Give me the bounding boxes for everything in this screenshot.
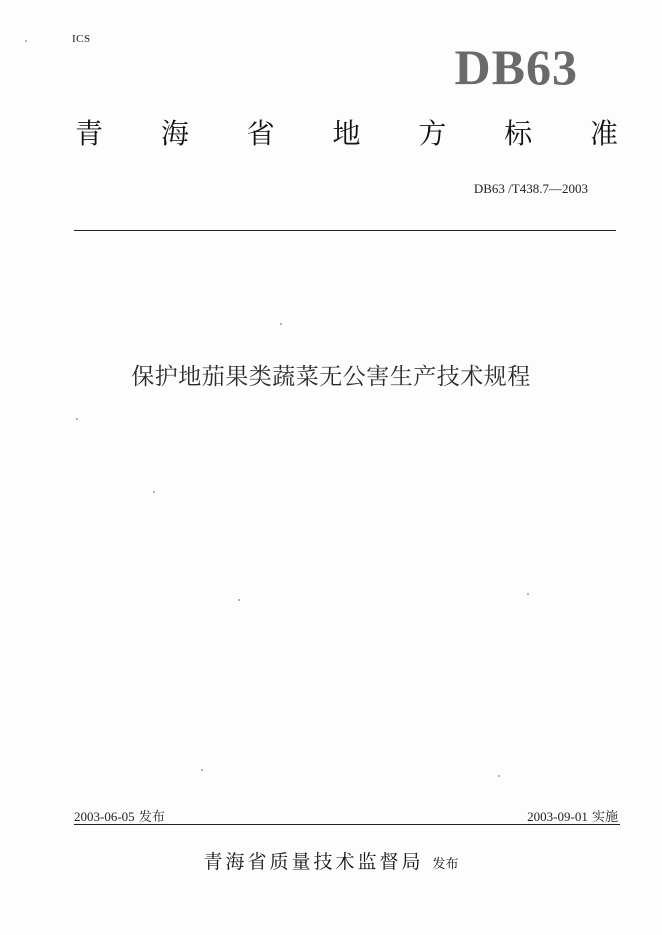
scan-speck bbox=[201, 769, 203, 771]
issuer-line bbox=[0, 847, 662, 874]
issue-date-line bbox=[74, 806, 165, 825]
bottom-divider bbox=[74, 824, 620, 825]
standard-type-char: 方 bbox=[418, 117, 447, 150]
scan-speck bbox=[527, 593, 529, 595]
implement-date: 2003-09-01 bbox=[527, 809, 588, 824]
standard-type-char: 海 bbox=[160, 117, 189, 150]
implement-date-line bbox=[527, 806, 618, 825]
standard-type-char: 地 bbox=[332, 117, 361, 150]
implement-label: 实施 bbox=[591, 810, 618, 825]
scan-speck bbox=[498, 775, 500, 777]
standard-type-char: 准 bbox=[589, 117, 618, 150]
standard-type-heading bbox=[75, 117, 618, 150]
issuer-suffix: 发布 bbox=[432, 857, 459, 872]
standard-number: DB63 /T438.7—2003 bbox=[473, 181, 588, 196]
standard-type-char: 青 bbox=[75, 117, 104, 150]
scan-speck bbox=[76, 418, 78, 420]
scan-speck bbox=[25, 40, 27, 42]
top-divider bbox=[74, 230, 616, 231]
issue-date: 2003-06-05 bbox=[74, 809, 135, 824]
standard-type-char: 省 bbox=[246, 117, 275, 150]
ics-label: ICS bbox=[72, 33, 91, 45]
db-standard-mark: DB63 bbox=[454, 39, 578, 95]
scan-speck bbox=[238, 599, 240, 601]
issue-label: 发布 bbox=[138, 810, 165, 825]
scan-speck bbox=[153, 491, 155, 493]
scan-speck bbox=[280, 323, 282, 325]
document-title: 保护地茄果类蔬菜无公害生产技术规程 bbox=[131, 364, 531, 390]
issuer-name: 青海省质量技术监督局 bbox=[203, 851, 424, 873]
standard-type-char: 标 bbox=[504, 117, 533, 150]
